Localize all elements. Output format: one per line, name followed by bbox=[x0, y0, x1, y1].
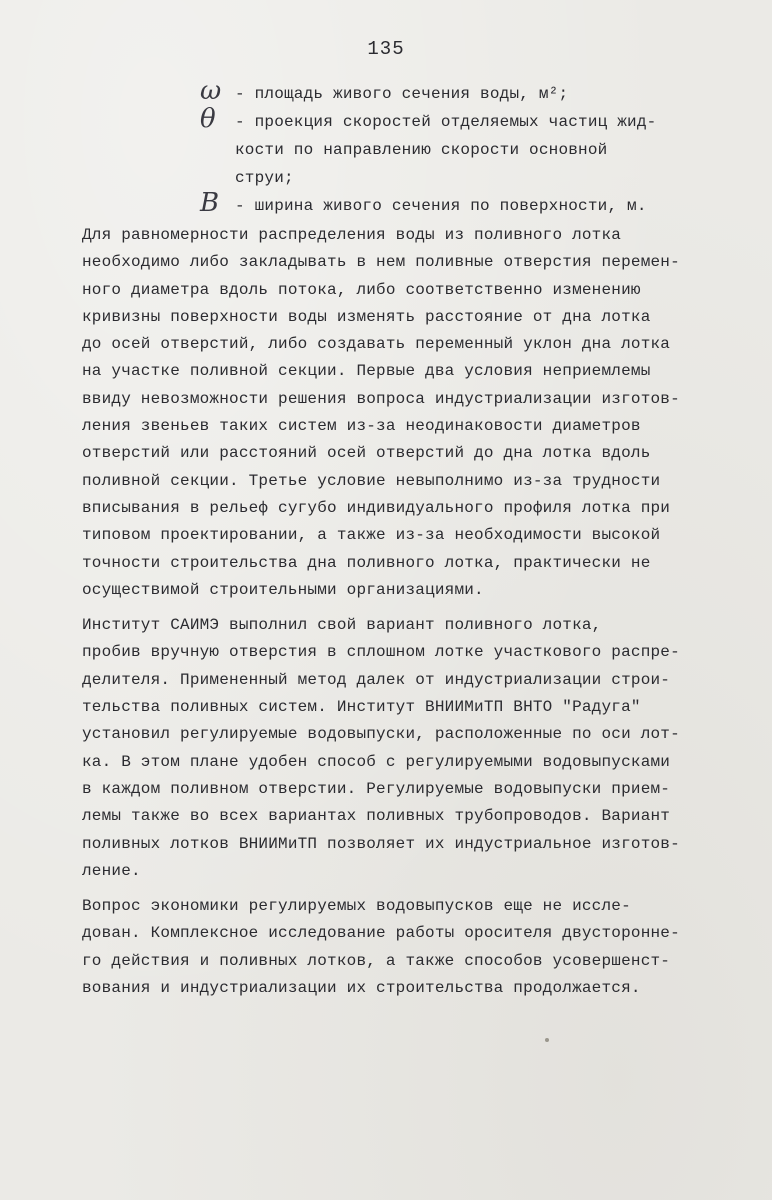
symbol-b: B bbox=[200, 188, 220, 218]
body-text bbox=[82, 222, 722, 1002]
paragraph-economics: Вопрос экономики регулируемых водовыпусков еще не иссле- дован. Комплексное исследование работы оросителя двусторонне- го действия и поливных лотков, а также способов усовершенст- вования и индустриализации их строительства продолжается. bbox=[82, 897, 680, 998]
paragraph-uniformity: Для равномерности распределения воды из поливного лотка необходимо либо закладывать в нем поливные отверстия перемен- ного диаметра вдоль потока, либо соответственно изменению кривизны поверхности воды изменять расстояние от дна лотка до осей отверстий, либо создавать переменный уклон дна лотка на участке поливной секции. Первые два условия неприемлемы ввиду невозможности решения вопроса индустриализации изготов- ления звеньев таких систем из-за неодинаковости диаметров отверстий или расстояний осей отверстий до дна лотка вдоль поливной секции. Третье условие невыполнимо из-за трудности вписывания в рельеф сугубо индивидуального профиля лотка при типовом проектировании, а также из-за необходимости высокой точности строительства дна поливного лотка, практически не осуществимой строительными организациями. bbox=[82, 226, 680, 599]
definition-text: - проекция скоростей отделяемых частиц жид- кости по направлению скорости основной струи; bbox=[235, 113, 657, 187]
paper-speck bbox=[545, 1038, 549, 1042]
symbol-omega: ω bbox=[200, 76, 222, 106]
symbol-definitions bbox=[0, 76, 772, 220]
symbol-theta: θ bbox=[200, 104, 216, 134]
paragraph-institutes: Институт САИМЭ выполнил свой вариант поливного лотка, пробив вручную отверстия в сплошном лотке участкового распре- делителя. Примененный метод далек от индустриализации строи- тельства поливных систем. Институт ВНИИМиТП ВНТО "Радуга" установил регулируемые водовыпуски, расположенные по оси лот- ка. В этом плане удобен способ с регулируемыми водовыпусками в каждом поливном отверстии. Регулируемые водовыпуски прием- лемы также во всех вариантах поливных трубопроводов. Вариант поливных лотков ВНИИМиТП позволяет их индустриальное изготов- ление. bbox=[82, 616, 680, 880]
definition-b bbox=[200, 188, 772, 220]
definition-text: - площадь живого сечения воды, м²; bbox=[235, 85, 569, 103]
page-number: 135 bbox=[367, 38, 405, 60]
definition-omega bbox=[200, 76, 772, 108]
definition-theta bbox=[200, 104, 772, 192]
definition-text: - ширина живого сечения по поверхности, м. bbox=[235, 197, 647, 215]
